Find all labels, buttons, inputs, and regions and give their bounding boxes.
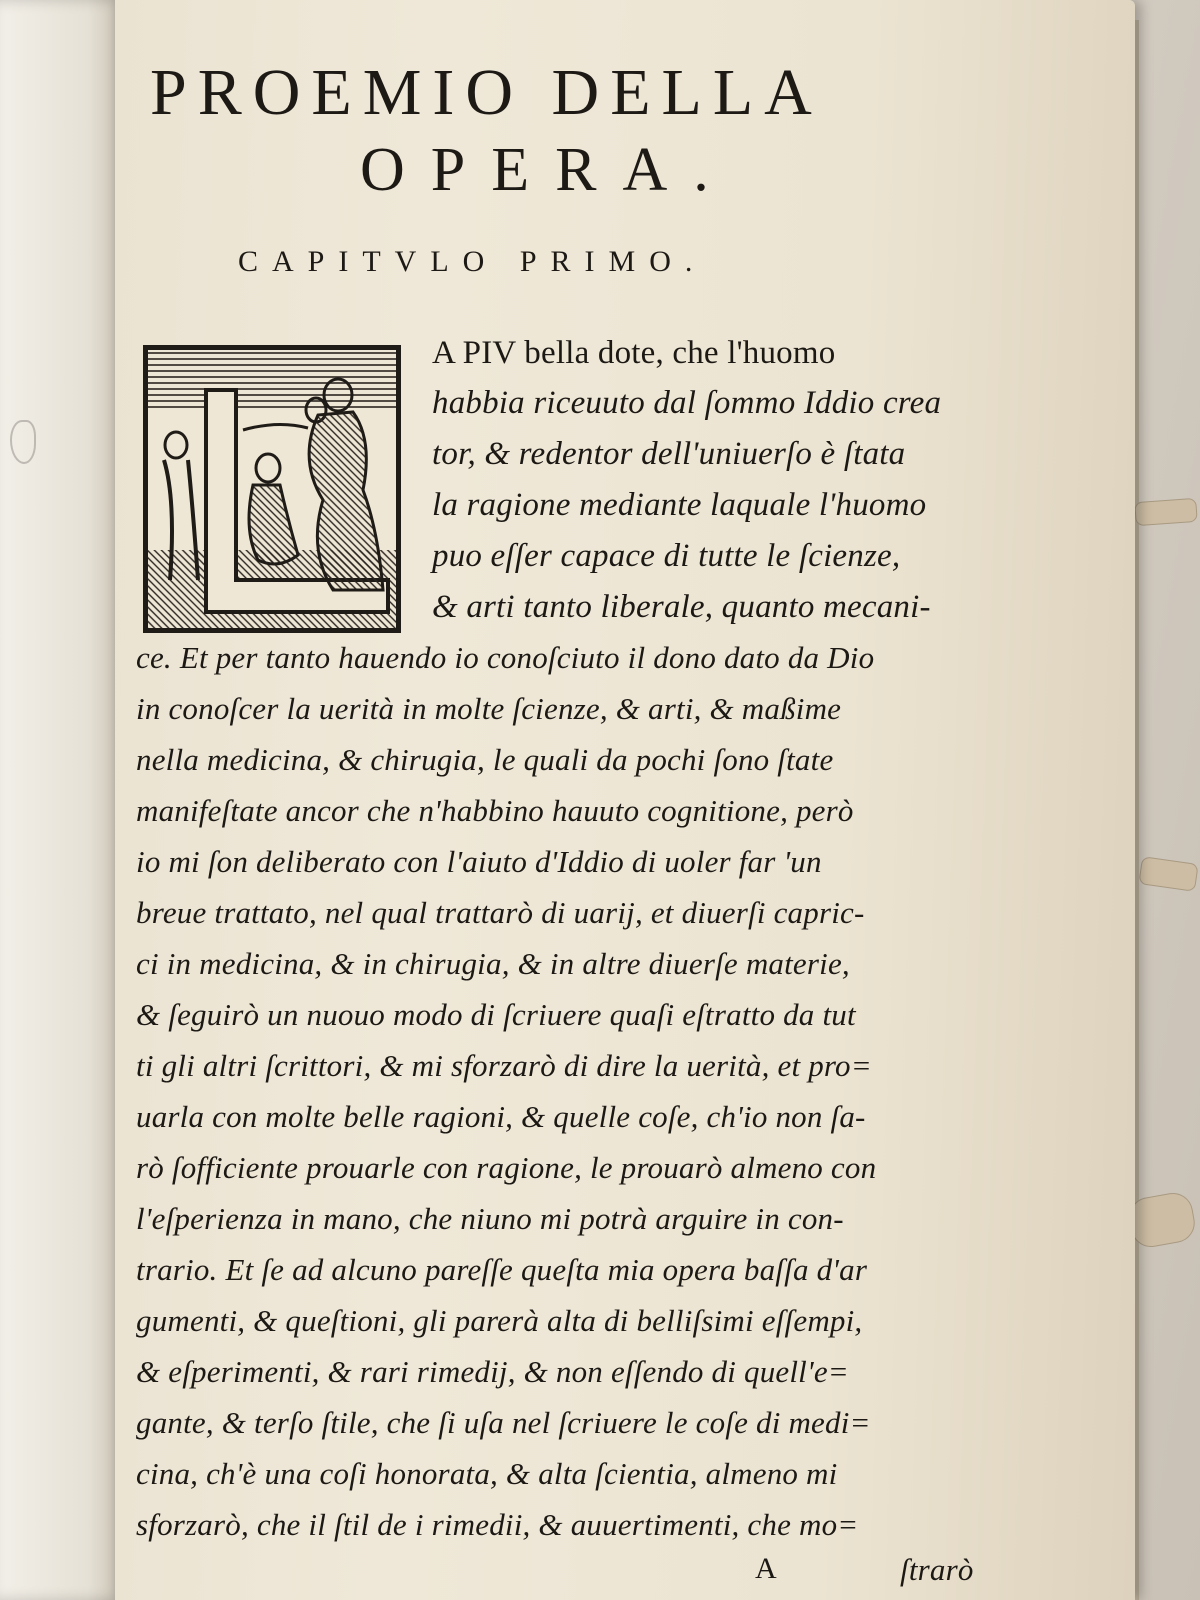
woodcut-initial-icon (143, 345, 401, 633)
text-line: gante, & terſo ſtile, che ſi uſa nel ſcriuere le coſe di medi= (136, 1405, 871, 1440)
text-line: cina, ch'è una coſi honorata, & alta ſcientia, almeno mi (136, 1456, 838, 1491)
text-line: & eſperimenti, & rari rimedij, & non eſſendo di quell'e= (136, 1354, 849, 1389)
text-line: ce. Et per tanto hauendo io conoſciuto il dono dato da Dio (136, 640, 875, 675)
text-line: habbia riceuuto dal ſommo Iddio crea (432, 385, 942, 421)
text-line: manifeſtate ancor che n'habbino hauuto cognitione, però (136, 793, 854, 828)
text-line: nella medicina, & chirugia, le quali da pochi ſono ſtate (136, 742, 834, 777)
page-title-line-1: PROEMIO DELLA (150, 56, 823, 129)
text-line: puo eſſer capace di tutte le ſcienze, (432, 538, 901, 574)
text-line: & ſeguirò un nuouo modo di ſcriuere quaſi eſtratto da tut (136, 997, 856, 1032)
text-line: io mi ſon deliberato con l'aiuto d'Iddio di uoler far 'un (136, 844, 822, 879)
binding-tie (1134, 498, 1198, 526)
text-line: & arti tanto liberale, quanto mecani- (432, 589, 931, 625)
text-line: uarla con molte belle ragioni, & quelle coſe, ch'io non ſa- (136, 1099, 866, 1134)
text-line: la ragione mediante laquale l'huomo (432, 487, 927, 523)
text-line: gumenti, & queſtioni, gli parerà alta di belliſsimi eſſempi, (136, 1303, 863, 1338)
text-line: sforzarò, che il ſtil de i rimedii, & auuertimenti, che mo= (136, 1507, 859, 1542)
page-title-line-2: OPERA. (360, 136, 735, 204)
chapter-heading: CAPITVLO PRIMO. (238, 245, 707, 278)
text-line: rò ſofficiente prouarle con ragione, le prouarò almeno con (136, 1150, 877, 1185)
text-line: A PIV bella dote, che l'huomo (432, 335, 836, 371)
margin-mark (10, 420, 36, 464)
text-line: ci in medicina, & in chirugia, & in altre diuerſe materie, (136, 946, 850, 981)
text-line: in conoſcer la uerità in molte ſcienze, & arti, & maßime (136, 691, 842, 726)
catchword: ſtrarò (900, 1552, 974, 1587)
left-facing-page (0, 0, 125, 1600)
text-line: l'eſperienza in mano, che niuno mi potrà arguire in con- (136, 1201, 844, 1236)
text-line: breue trattato, nel qual trattarò di uarij, et diuerſi capric- (136, 895, 865, 930)
signature-mark: A (755, 1552, 777, 1585)
text-line: tor, & redentor dell'uniuerſo è ſtata (432, 436, 906, 472)
text-line: ti gli altri ſcrittori, & mi sforzarò di dire la uerità, et pro= (136, 1048, 872, 1083)
text-line: trario. Et ſe ad alcuno pareſſe queſta mia opera baſſa d'ar (136, 1252, 868, 1287)
